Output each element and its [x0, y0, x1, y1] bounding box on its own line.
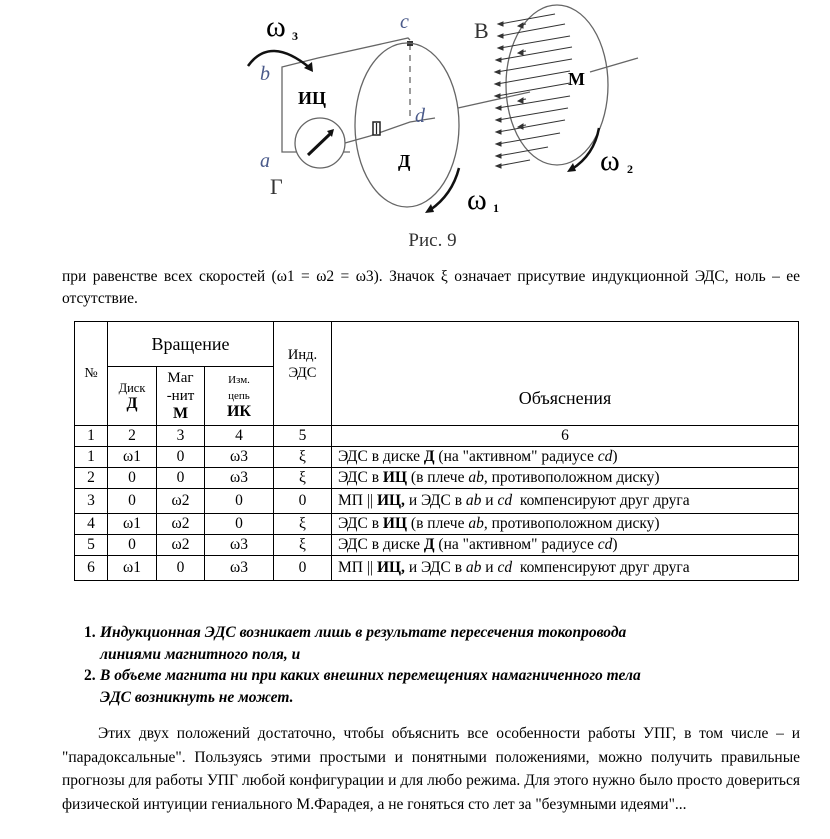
- cell-disk: ω1: [108, 447, 157, 468]
- colnum: 6: [332, 426, 799, 447]
- label-omega1-sub: 1: [493, 201, 499, 215]
- table-row: [75, 489, 799, 514]
- cell-magnet: ω2: [157, 535, 205, 556]
- label-d: d: [415, 105, 425, 127]
- figure-caption: Рис. 9: [408, 230, 457, 251]
- cell-disk: 0: [108, 489, 157, 514]
- label-omega3-sub: 3: [292, 29, 298, 43]
- label-b: b: [260, 63, 270, 85]
- cell-circuit: ω3: [205, 447, 274, 468]
- cell-disk: ω1: [108, 514, 157, 535]
- table-row: [75, 447, 799, 468]
- cell-magnet: 0: [157, 447, 205, 468]
- key-point: 2. В объеме магнита ни при каких внешних перемещениях намагниченного тела: [84, 667, 641, 684]
- colnum: 2: [108, 426, 157, 447]
- colnum: 4: [205, 426, 274, 447]
- cell-circuit: 0: [205, 489, 274, 514]
- cell-num: 6: [75, 556, 108, 581]
- cell-magnet: 0: [157, 468, 205, 489]
- label-field-b: B: [474, 18, 489, 43]
- header-disk: Диск Д: [108, 367, 157, 426]
- label-omega3: ω: [266, 10, 286, 43]
- cell-circuit: ω3: [205, 468, 274, 489]
- cell-num: 5: [75, 535, 108, 556]
- cell-emf: 0: [274, 556, 332, 581]
- cell-emf: 0: [274, 489, 332, 514]
- conclusion-paragraph: Этих двух положений достаточно, чтобы объяснить все особенности работы УПГ, в том числе – и "парадоксальные". Пользуясь этими простыми и понятными положениями, можно получить правильные прогнозы для работы УПГ любой конфигурации и для любо режима. Для этого нужно было просто довериться физической интуиции гениального М.Фарадея, а не гоняться сто лет за "безумными идеями"...: [62, 725, 800, 813]
- cell-disk: ω1: [108, 556, 157, 581]
- cell-num: 4: [75, 514, 108, 535]
- colnum: 3: [157, 426, 205, 447]
- header-magnet: Маг -нит М: [157, 367, 205, 426]
- label-galvanometer: Г: [270, 174, 283, 199]
- rotation-arrow-omega3-icon: [248, 51, 310, 68]
- colnum: 1: [75, 426, 108, 447]
- cell-circuit: 0: [205, 514, 274, 535]
- cell-explanation: ЭДС в ИЦ (в плече ab, противоположном диску): [332, 468, 799, 489]
- figure-9-diagram: [230, 0, 650, 228]
- rotation-arrow-omega2-icon: [572, 128, 599, 169]
- label-a: a: [260, 150, 270, 172]
- table-row: [75, 468, 799, 489]
- label-circuit: ИЦ: [298, 88, 327, 108]
- disk-icon: [355, 43, 459, 207]
- label-c: c: [400, 11, 409, 33]
- column-number-row: [75, 426, 799, 447]
- key-point-continuation: ЭДС возникнуть не может.: [100, 688, 294, 706]
- label-disk: Д: [398, 151, 411, 171]
- cell-explanation: ЭДС в ИЦ (в плече ab, противоположном диску): [332, 514, 799, 535]
- header-num: №: [75, 322, 108, 426]
- cell-magnet: ω2: [157, 489, 205, 514]
- cell-circuit: ω3: [205, 535, 274, 556]
- key-point: 1. Индукционная ЭДС возникает лишь в результате пересечения токопровода: [84, 624, 627, 641]
- results-table: [74, 321, 799, 581]
- label-omega1: ω: [467, 183, 487, 216]
- cell-explanation: ЭДС в диске Д (на "активном" радиусе cd): [332, 535, 799, 556]
- header-emf: Инд. ЭДС: [274, 322, 332, 426]
- header-explanation: Объяснения: [332, 322, 799, 426]
- cell-num: 2: [75, 468, 108, 489]
- cell-circuit: ω3: [205, 556, 274, 581]
- header-rotation: Вращение: [108, 322, 274, 367]
- intro-paragraph: при равенстве всех скоростей (ω1 = ω2 = ω3). Значок ξ означает присутвие индукционной ЭДС, ноль – ее отсутствие.: [62, 268, 800, 307]
- label-magnet: М: [568, 69, 585, 89]
- table-row: [75, 514, 799, 535]
- cell-emf: ξ: [274, 468, 332, 489]
- label-omega2-sub: 2: [627, 162, 633, 176]
- cell-explanation: МП || ИЦ, и ЭДС в ab и cd компенсируют друг друга: [332, 556, 799, 581]
- key-point-continuation: линиями магнитного поля, и: [100, 645, 301, 663]
- table-row: [75, 535, 799, 556]
- label-omega2: ω: [600, 144, 620, 177]
- cell-num: 1: [75, 447, 108, 468]
- cell-explanation: ЭДС в диске Д (на "активном" радиусе cd): [332, 447, 799, 468]
- cell-emf: ξ: [274, 535, 332, 556]
- cell-magnet: ω2: [157, 514, 205, 535]
- key-points-list: [84, 622, 784, 708]
- cell-disk: 0: [108, 468, 157, 489]
- cell-explanation: МП || ИЦ, и ЭДС в ab и cd компенсируют друг друга: [332, 489, 799, 514]
- cell-emf: ξ: [274, 447, 332, 468]
- cell-emf: ξ: [274, 514, 332, 535]
- colnum: 5: [274, 426, 332, 447]
- cell-disk: 0: [108, 535, 157, 556]
- magnet-icon: [495, 5, 608, 168]
- galvanometer-icon: [295, 118, 345, 168]
- header-circuit: Изм. цепь ИК: [205, 367, 274, 426]
- rotation-arrow-omega1-icon: [430, 168, 459, 210]
- cell-magnet: 0: [157, 556, 205, 581]
- cell-num: 3: [75, 489, 108, 514]
- table-row: [75, 556, 799, 581]
